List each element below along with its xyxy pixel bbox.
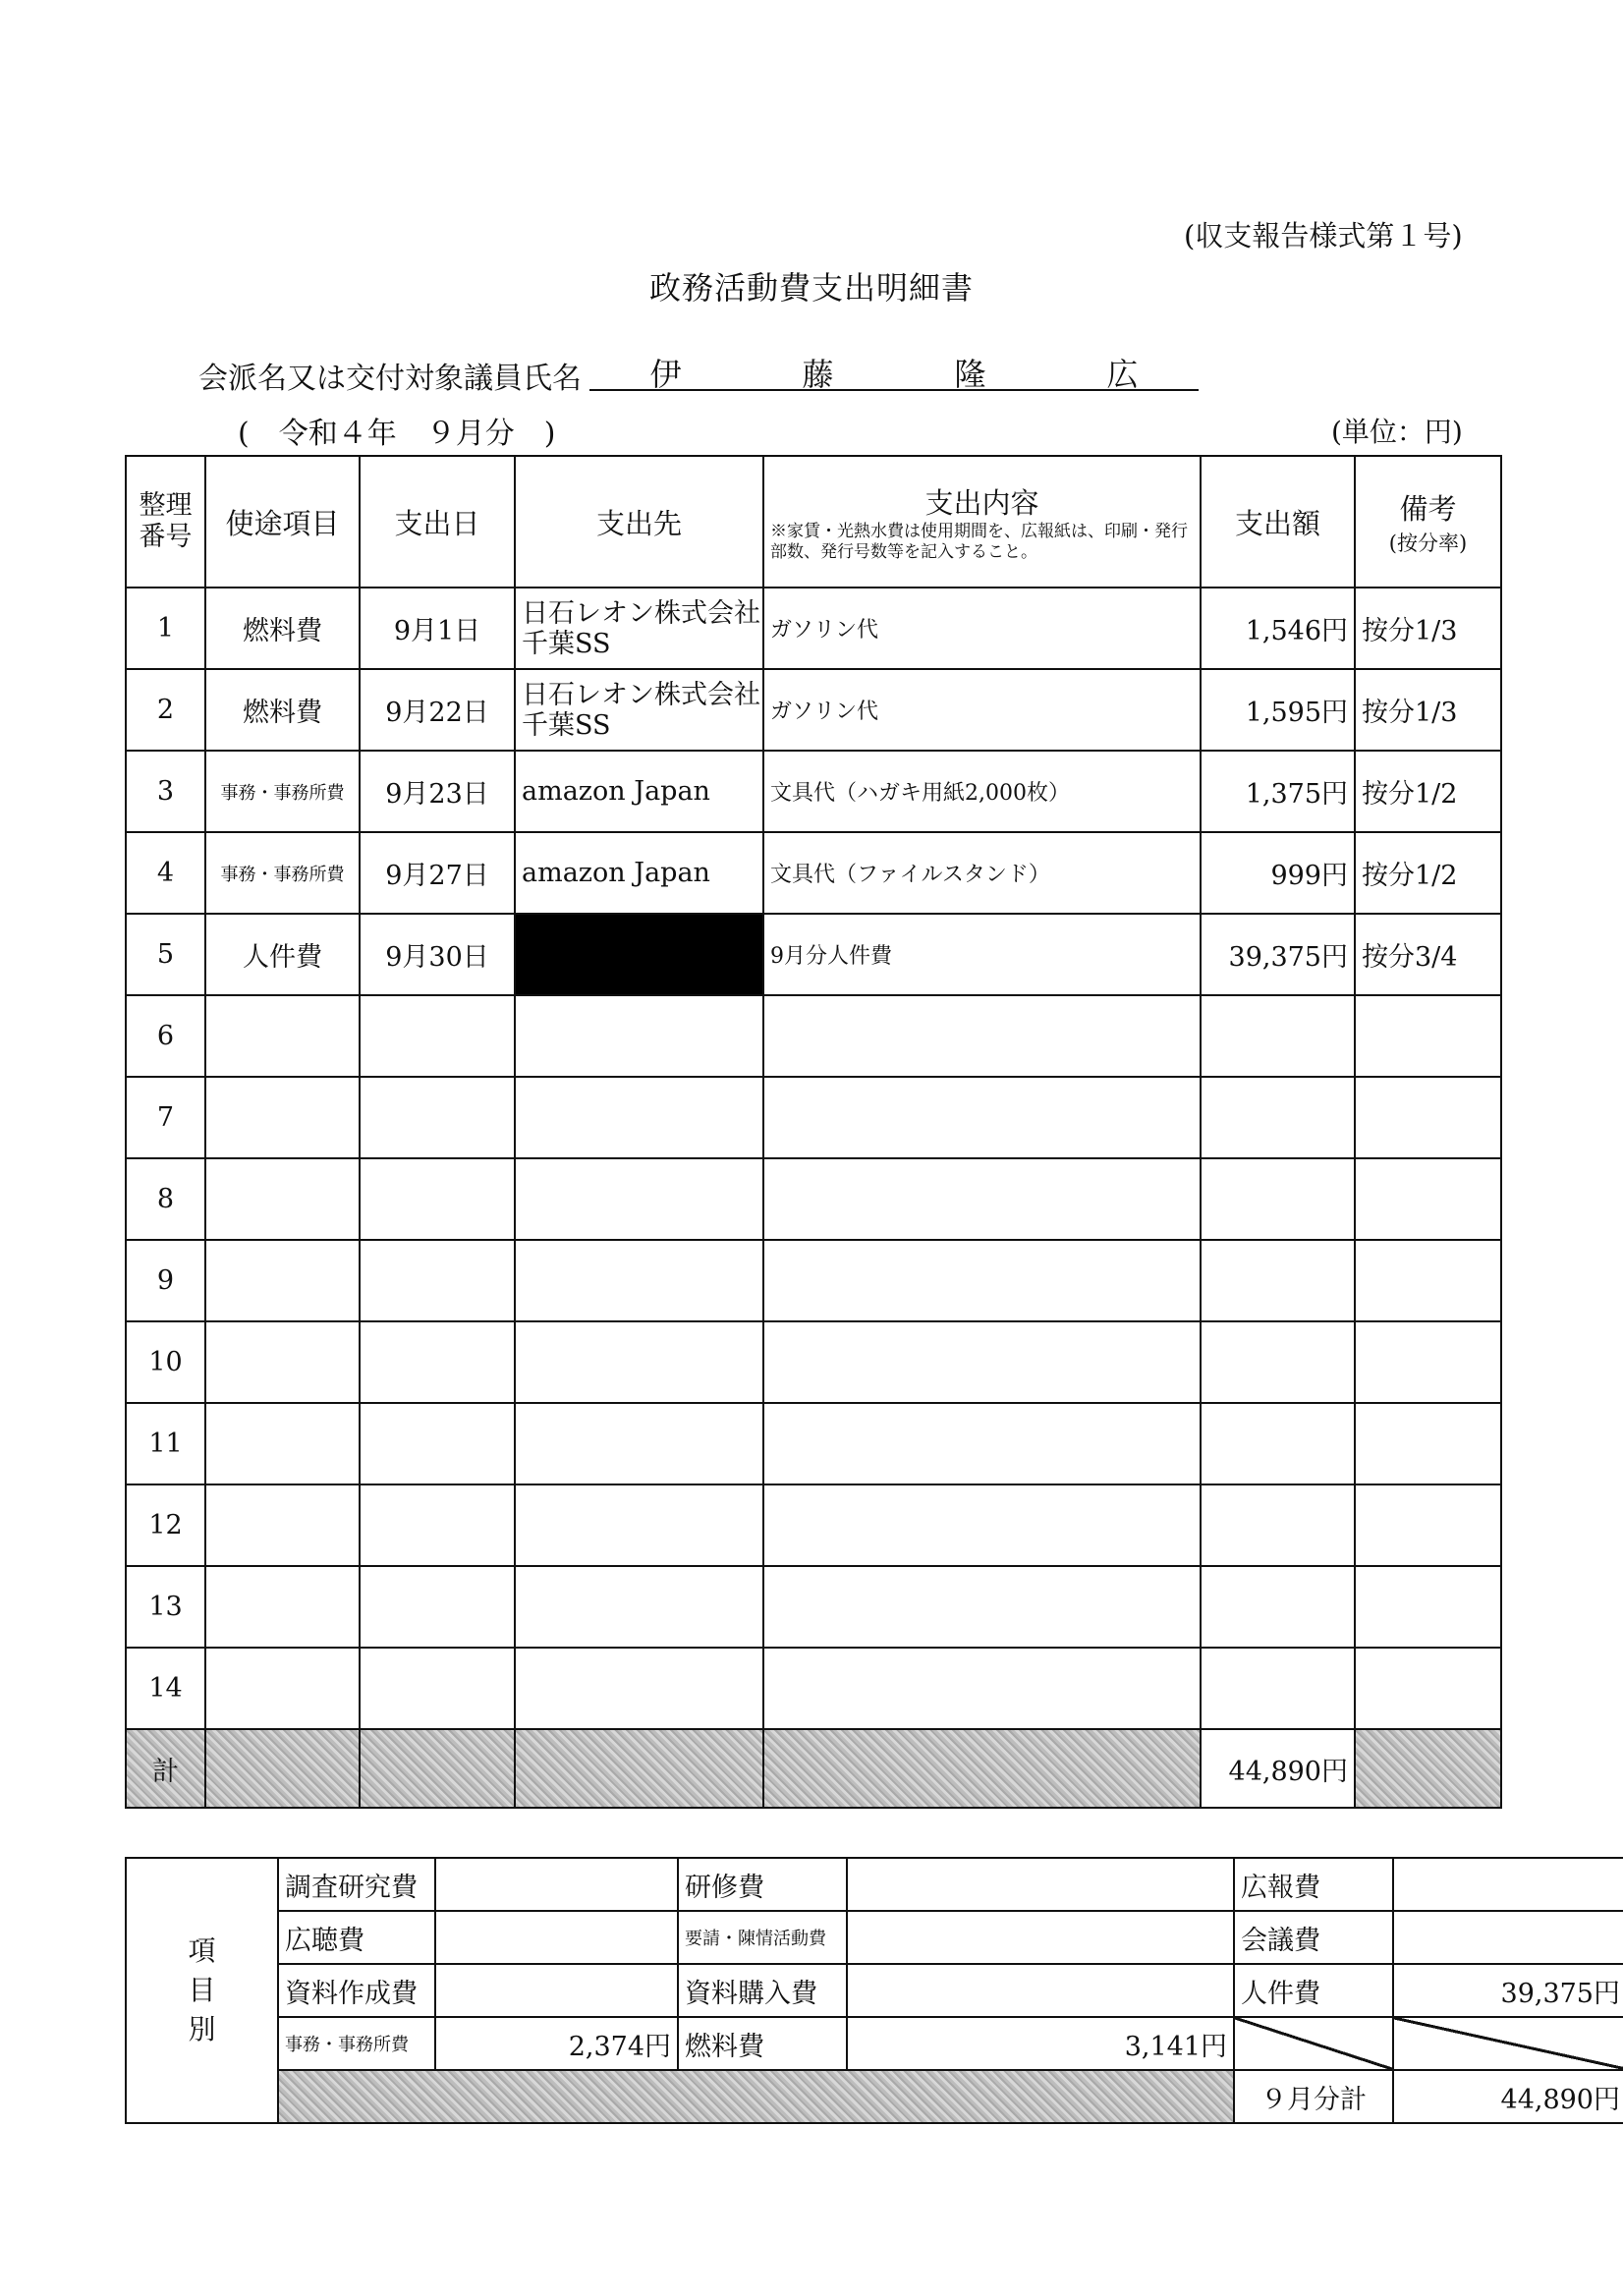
period: ( 令和４年 ９月分 ) — [238, 417, 556, 451]
row-no: 6 — [126, 995, 205, 1077]
header-content-title: 支出内容 — [924, 485, 1039, 520]
row-purpose: 燃料費 — [205, 669, 360, 751]
row-no: 7 — [126, 1077, 205, 1158]
label-meeting: 会議費 — [1234, 1911, 1393, 1964]
table-row — [126, 1321, 1501, 1403]
label-research: 調査研究費 — [278, 1858, 435, 1911]
value-petition — [847, 1911, 1234, 1964]
form-number: (収支報告様式第１号) — [1184, 219, 1463, 252]
label-office: 事務・事務所費 — [278, 2017, 435, 2070]
value-office: 2,374円 — [435, 2017, 678, 2070]
header-content — [763, 456, 1201, 588]
row-payee: 日石レオン株式会社千葉SS — [515, 588, 763, 669]
label-fuel: 燃料費 — [678, 2017, 847, 2070]
summary-label-char: 目 — [188, 1974, 216, 2006]
total-row — [126, 1729, 1501, 1808]
row-remarks: 按分1/3 — [1355, 669, 1501, 751]
row-remarks: 按分3/4 — [1355, 914, 1501, 995]
label-publicity: 広報費 — [1234, 1858, 1393, 1911]
row-no: 12 — [126, 1484, 205, 1566]
total-label: 計 — [126, 1729, 205, 1808]
name-char: 伊 — [649, 356, 682, 393]
row-payee: 日石レオン株式会社千葉SS — [515, 669, 763, 751]
row-content: 文具代（ハガキ用紙2,000枚） — [763, 751, 1201, 832]
row-no: 13 — [126, 1566, 205, 1648]
month-total-label: ９月分計 — [1234, 2070, 1393, 2123]
row-amount: 999円 — [1201, 832, 1355, 914]
redacted-payee — [515, 914, 763, 995]
summary-row — [126, 1858, 1623, 1911]
header-remarks — [1355, 456, 1501, 588]
name-label: 会派名又は交付対象議員氏名 — [198, 362, 582, 396]
table-row — [126, 669, 1501, 751]
row-content: 9月分人件費 — [763, 914, 1201, 995]
table-row — [126, 1077, 1501, 1158]
value-research — [435, 1858, 678, 1911]
table-header-row — [126, 456, 1501, 588]
row-amount: 1,375円 — [1201, 751, 1355, 832]
total-amount: 44,890円 — [1201, 1729, 1355, 1808]
value-materials-buying — [847, 1964, 1234, 2017]
row-no: 9 — [126, 1240, 205, 1321]
summary-row — [126, 1964, 1623, 2017]
row-no: 10 — [126, 1321, 205, 1403]
label-hearing: 広聴費 — [278, 1911, 435, 1964]
row-date: 9月22日 — [360, 669, 515, 751]
table-row — [126, 1648, 1501, 1729]
expense-table — [125, 455, 1502, 1809]
value-personnel: 39,375円 — [1393, 1964, 1623, 2017]
shaded-cell — [278, 2070, 1234, 2123]
row-payee: amazon Japan — [515, 751, 763, 832]
table-row — [126, 1240, 1501, 1321]
name-char: 隆 — [954, 356, 986, 393]
row-content: ガソリン代 — [763, 588, 1201, 669]
document-title: 政務活動費支出明細書 — [648, 269, 974, 307]
value-fuel: 3,141円 — [847, 2017, 1234, 2070]
header-payee: 支出先 — [515, 456, 763, 588]
row-purpose: 人件費 — [205, 914, 360, 995]
row-amount: 1,595円 — [1201, 669, 1355, 751]
row-date: 9月27日 — [360, 832, 515, 914]
value-meeting — [1393, 1911, 1623, 1964]
row-remarks: 按分1/2 — [1355, 832, 1501, 914]
name-char: 広 — [1106, 356, 1139, 393]
summary-row — [126, 2070, 1623, 2123]
row-no: 14 — [126, 1648, 205, 1729]
row-payee: amazon Japan — [515, 832, 763, 914]
header-remarks-title: 備考 — [1399, 491, 1457, 526]
month-total-value: 44,890円 — [1393, 2070, 1623, 2123]
diagonal-cell — [1234, 2017, 1393, 2070]
label-materials-making: 資料作成費 — [278, 1964, 435, 2017]
table-row — [126, 1484, 1501, 1566]
row-date: 9月30日 — [360, 914, 515, 995]
category-summary-table — [125, 1857, 1623, 2124]
table-row — [126, 995, 1501, 1077]
row-remarks: 按分1/2 — [1355, 751, 1501, 832]
row-amount: 39,375円 — [1201, 914, 1355, 995]
summary-row — [126, 1911, 1623, 1964]
header-amount: 支出額 — [1201, 456, 1355, 588]
summary-label-char: 別 — [188, 2013, 216, 2045]
summary-label-char: 項 — [188, 1934, 216, 1967]
member-name — [589, 350, 1199, 391]
row-amount: 1,546円 — [1201, 588, 1355, 669]
label-materials-buying: 資料購入費 — [678, 1964, 847, 2017]
row-date: 9月1日 — [360, 588, 515, 669]
row-content: ガソリン代 — [763, 669, 1201, 751]
row-no: 5 — [126, 914, 205, 995]
value-publicity — [1393, 1858, 1623, 1911]
unit-label: (単位：円) — [1331, 416, 1463, 448]
label-personnel: 人件費 — [1234, 1964, 1393, 2017]
table-row — [126, 1403, 1501, 1484]
value-hearing — [435, 1911, 678, 1964]
row-no: 3 — [126, 751, 205, 832]
table-row — [126, 1566, 1501, 1648]
table-row — [126, 588, 1501, 669]
row-purpose: 事務・事務所費 — [205, 751, 360, 832]
row-content: 文具代（ファイルスタンド） — [763, 832, 1201, 914]
header-content-note: ※家賃・光熱水費は使用期間を、広報紙は、印刷・発行部数、発行号数等を記入すること。 — [770, 521, 1188, 562]
summary-row-label — [126, 1858, 278, 2123]
header-remarks-sub: (按分率) — [1388, 531, 1468, 555]
table-row — [126, 1158, 1501, 1240]
diagonal-cell — [1393, 2017, 1623, 2070]
row-no: 2 — [126, 669, 205, 751]
table-row — [126, 751, 1501, 832]
row-date: 9月23日 — [360, 751, 515, 832]
summary-row — [126, 2017, 1623, 2070]
label-petition: 要請・陳情活動費 — [678, 1911, 847, 1964]
label-training: 研修費 — [678, 1858, 847, 1911]
row-purpose: 燃料費 — [205, 588, 360, 669]
row-no: 11 — [126, 1403, 205, 1484]
table-row — [126, 914, 1501, 995]
table-row — [126, 832, 1501, 914]
value-materials-making — [435, 1964, 678, 2017]
header-date: 支出日 — [360, 456, 515, 588]
name-char: 藤 — [802, 356, 834, 393]
row-remarks: 按分1/3 — [1355, 588, 1501, 669]
header-purpose: 使途項目 — [205, 456, 360, 588]
header-no: 整理番号 — [126, 456, 205, 588]
row-no: 1 — [126, 588, 205, 669]
row-no: 8 — [126, 1158, 205, 1240]
row-no: 4 — [126, 832, 205, 914]
value-training — [847, 1858, 1234, 1911]
row-purpose: 事務・事務所費 — [205, 832, 360, 914]
